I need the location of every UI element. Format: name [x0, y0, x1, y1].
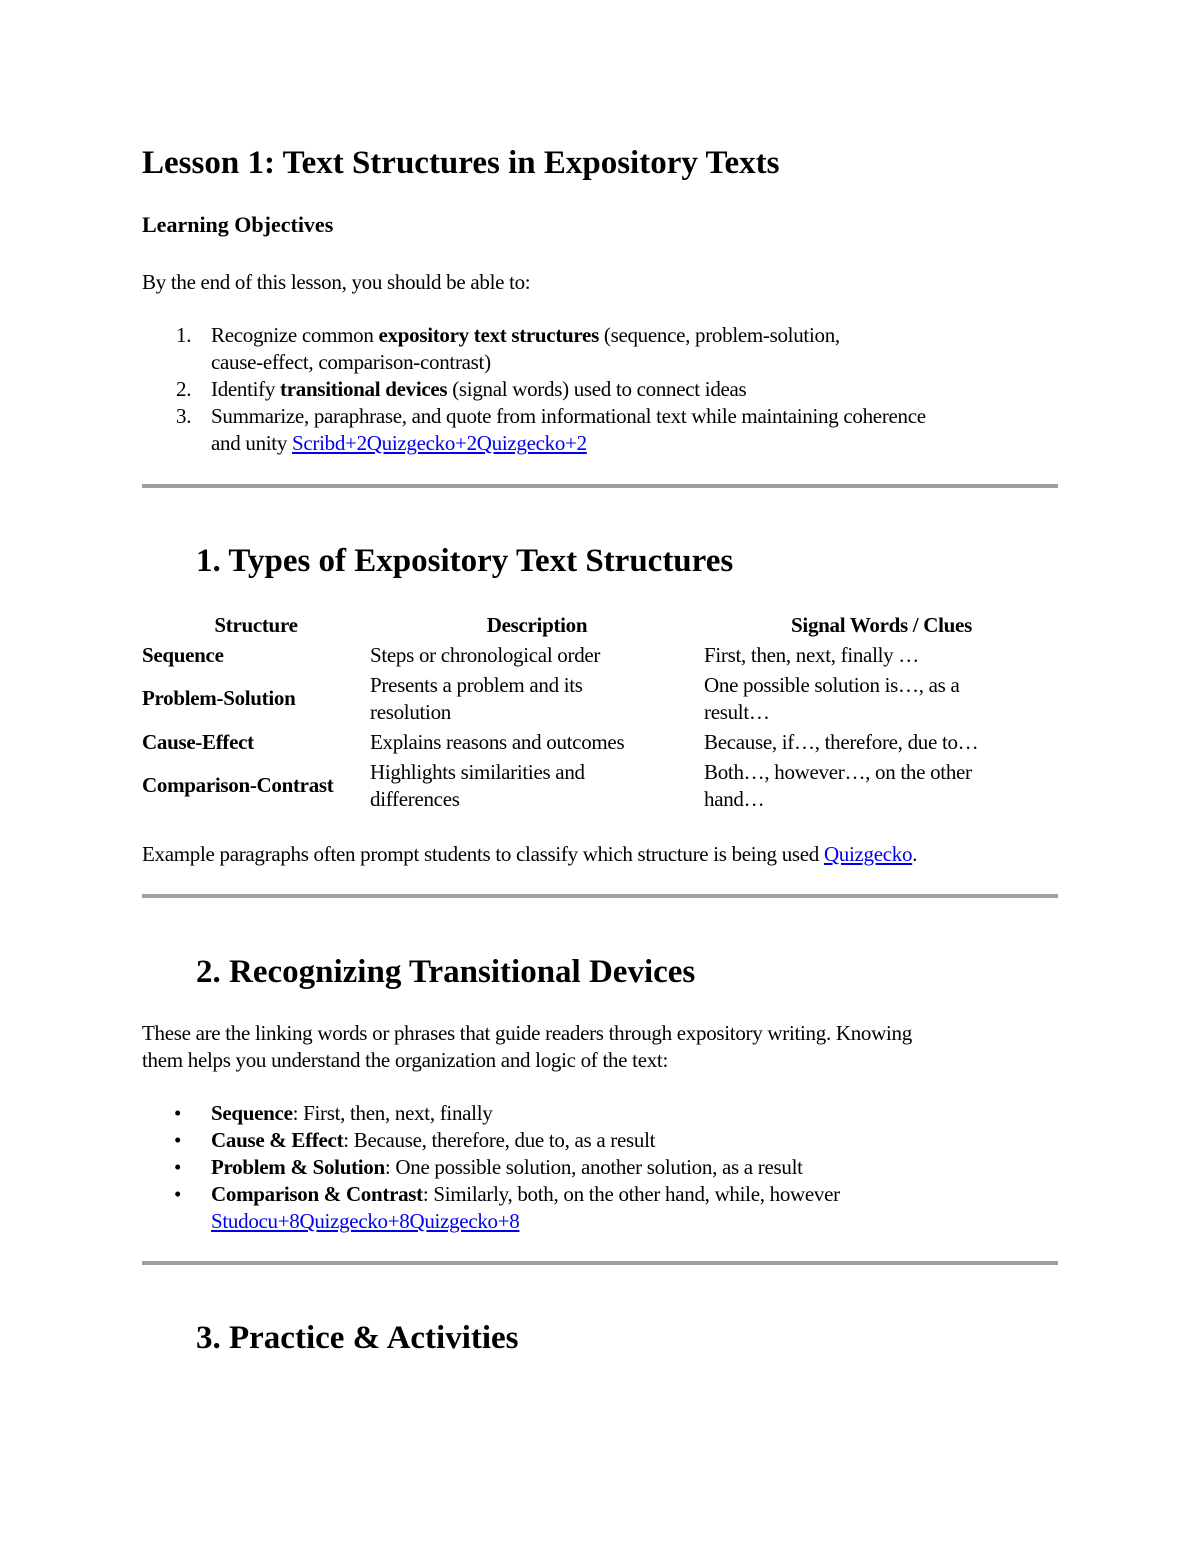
- list-item: • Cause & Effect: Because, therefore, due to, as a result: [174, 1128, 656, 1152]
- transitions-list: [142, 1100, 1072, 1235]
- transitions-paragraph: These are the linking words or phrases that guide readers through expository writing. Knowing them helps you understand the organization and logic of the text:: [142, 1021, 912, 1072]
- signal-words-cell: Both…, however…, on the other hand…: [704, 759, 972, 811]
- list-number: 3.: [176, 404, 192, 428]
- structures-table: [142, 610, 1059, 814]
- column-header: Structure: [214, 612, 298, 637]
- description-cell: Steps or chronological order: [370, 642, 601, 667]
- description-cell: Highlights similarities and differences: [370, 759, 585, 811]
- description-cell: Presents a problem and its resolution: [370, 672, 583, 724]
- objectives-intro: By the end of this lesson, you should be able to:: [142, 270, 531, 294]
- list-item: 2. Identify transitional devices (signal words) used to connect ideas: [176, 377, 747, 401]
- bullet-icon: •: [174, 1155, 182, 1179]
- signal-words-cell: First, then, next, finally …: [704, 642, 919, 667]
- list-item: • Comparison & Contrast: Similarly, both, on the other hand, while, however Studocu+8Quizgecko+8Quizgecko+8: [174, 1182, 840, 1233]
- structure-cell: Sequence: [142, 642, 224, 667]
- section-3-heading: 3. Practice & Activities: [196, 1320, 519, 1356]
- section-2-heading: 2. Recognizing Transitional Devices: [196, 954, 696, 990]
- column-header: Signal Words / Clues: [791, 612, 972, 637]
- structure-cell: Problem-Solution: [142, 686, 296, 710]
- section-divider: [142, 894, 1058, 898]
- bullet-icon: •: [174, 1182, 182, 1206]
- table-row: [142, 727, 1059, 757]
- structure-cell: Cause-Effect: [142, 729, 254, 754]
- section-divider: [142, 1261, 1058, 1265]
- quizgecko-link[interactable]: Quizgecko: [823, 842, 913, 866]
- example-note: Example paragraphs often prompt students to classify which structure is being used Quizgecko.: [142, 842, 918, 866]
- bullet-icon: •: [174, 1128, 182, 1152]
- bullet-icon: •: [174, 1101, 182, 1125]
- table-row: [142, 670, 1059, 727]
- objectives-list: [142, 322, 1072, 457]
- list-item: • Sequence: First, then, next, finally: [174, 1101, 493, 1125]
- list-number: 1.: [176, 323, 192, 347]
- list-item: 3. Summarize, paraphrase, and quote from informational text while maintaining coherence and unity Scribd+2Quizgecko+2Quizgecko+2: [176, 404, 926, 455]
- signal-words-cell: Because, if…, therefore, due to…: [704, 729, 979, 754]
- learning-objectives-heading: Learning Objectives: [142, 212, 334, 237]
- scribd-source-link[interactable]: Scribd+2Quizgecko+2Quizgecko+2: [292, 431, 587, 455]
- table-header-row: [142, 610, 1059, 640]
- list-item: 1. Recognize common expository text structures (sequence, problem-solution, cause-effect, comparison-contrast): [176, 323, 840, 374]
- structure-cell: Comparison-Contrast: [142, 773, 334, 797]
- studocu-source-link[interactable]: Studocu+8Quizgecko+8Quizgecko+8: [211, 1209, 520, 1233]
- column-header: Description: [486, 612, 588, 637]
- section-divider: [142, 484, 1058, 488]
- list-number: 2.: [176, 377, 192, 401]
- table-row: [142, 757, 1059, 814]
- description-cell: Explains reasons and outcomes: [370, 729, 625, 754]
- section-1-heading: 1. Types of Expository Text Structures: [196, 543, 734, 579]
- table-row: [142, 640, 1059, 670]
- signal-words-cell: One possible solution is…, as a result…: [704, 672, 960, 724]
- page-title: Lesson 1: Text Structures in Expository Texts: [142, 145, 780, 181]
- list-item: • Problem & Solution: One possible solution, another solution, as a result: [174, 1155, 803, 1179]
